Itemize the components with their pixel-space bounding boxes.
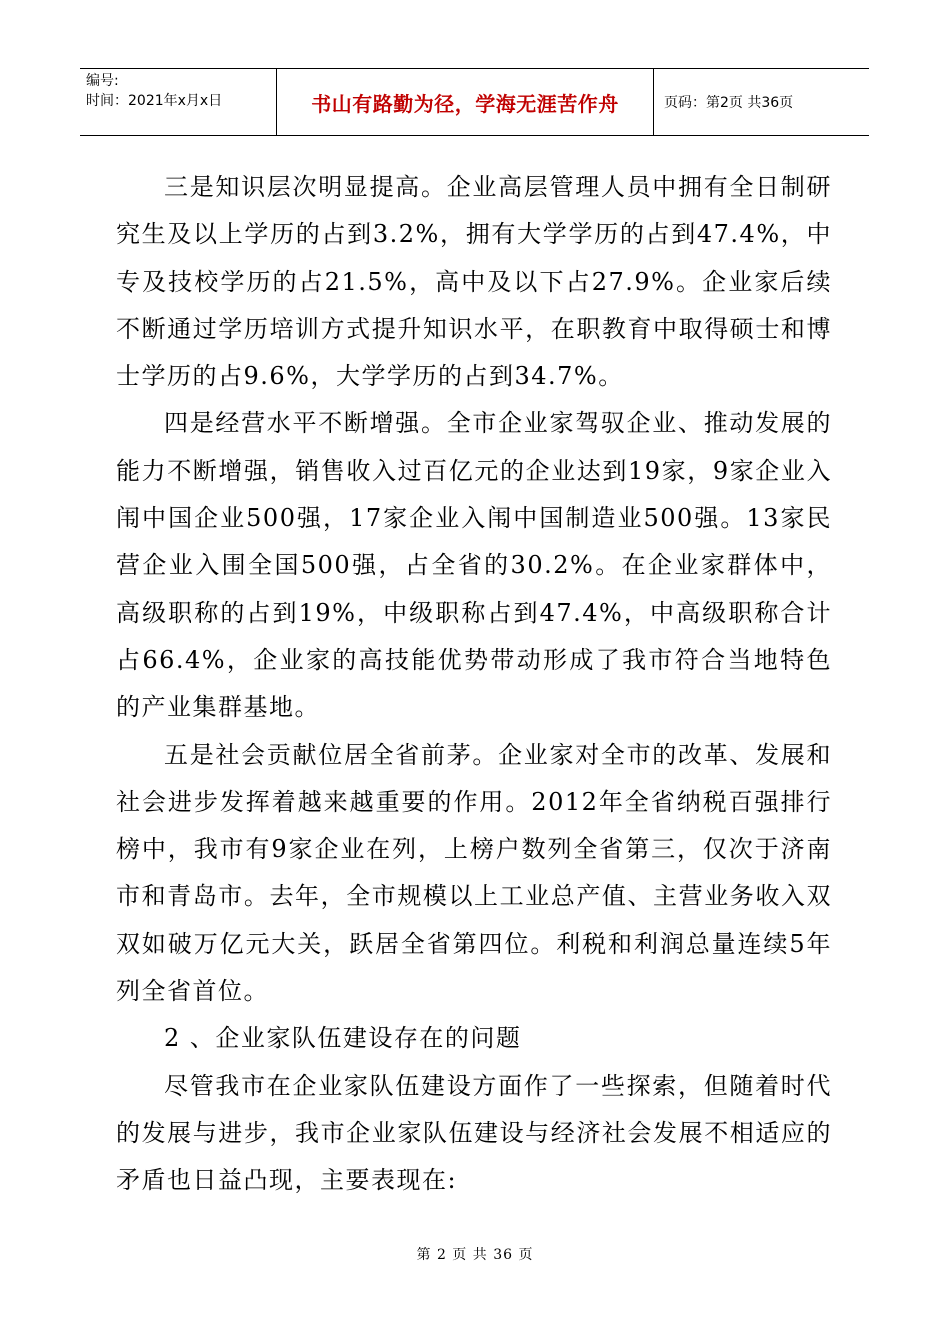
paragraph: 尽管我市在企业家队伍建设方面作了一些探索，但随着时代的发展与进步，我市企业家队伍建设与经济社会发展不相适应的矛盾也日益凸现，主要表现在: — [116, 1071, 832, 1195]
paragraph: 三是知识层次明显提高。企业高层管理人员中拥有全日制研究生及以上学历的占到3.2%，拥有大学学历的占到47.4%，中专及技校学历的占21.5%，高中及以下占27.9%。企业家后续不断通过学历培训方式提升知识水平，在职教育中取得硕士和博士学历的占9.6%，大学学历的占到34.7%。 — [116, 173, 832, 391]
page-header — [80, 68, 869, 136]
document-number-label: 编号: — [86, 73, 119, 89]
paragraph: 四是经营水平不断增强。全市企业家驾驭企业、推动发展的能力不断增强，销售收入过百亿元的企业达到19家，9家企业入闱中国企业500强，17家企业入闱中国制造业500强。13家民营企业入围全国500强，占全省的30.2%。在企业家群体中，高级职称的占到19%，中级职称占到47.4%，中高级职称合计占66.4%，企业家的高技能优势带动形成了我市符合当地特色的产业集群基地。 — [116, 409, 832, 722]
header-motto: 书山有路勤为径，学海无涯苦作舟 — [277, 69, 654, 135]
section-heading: 2 、企业家队伍建设存在的问题 — [164, 1024, 522, 1053]
document-body — [116, 164, 832, 1205]
document-time-label: 时间：2021年x月x日 — [86, 93, 223, 109]
page-footer: 第 2 页 共 36 页 — [416, 1247, 534, 1263]
header-meta — [80, 69, 277, 135]
paragraph: 五是社会贡献位居全省前茅。企业家对全市的改革、发展和社会进步发挥着越来越重要的作用。2012年全省纳税百强排行榜中，我市有9家企业在列，上榜户数列全省第三，仅次于济南市和青岛市。去年，全市规模以上工业总产值、主营业务收入双双如破万亿元大关，跃居全省第四位。利税和利润总量连续5年列全省首位。 — [116, 740, 832, 1006]
header-page-info: 页码：第2页 共36页 — [664, 95, 794, 111]
